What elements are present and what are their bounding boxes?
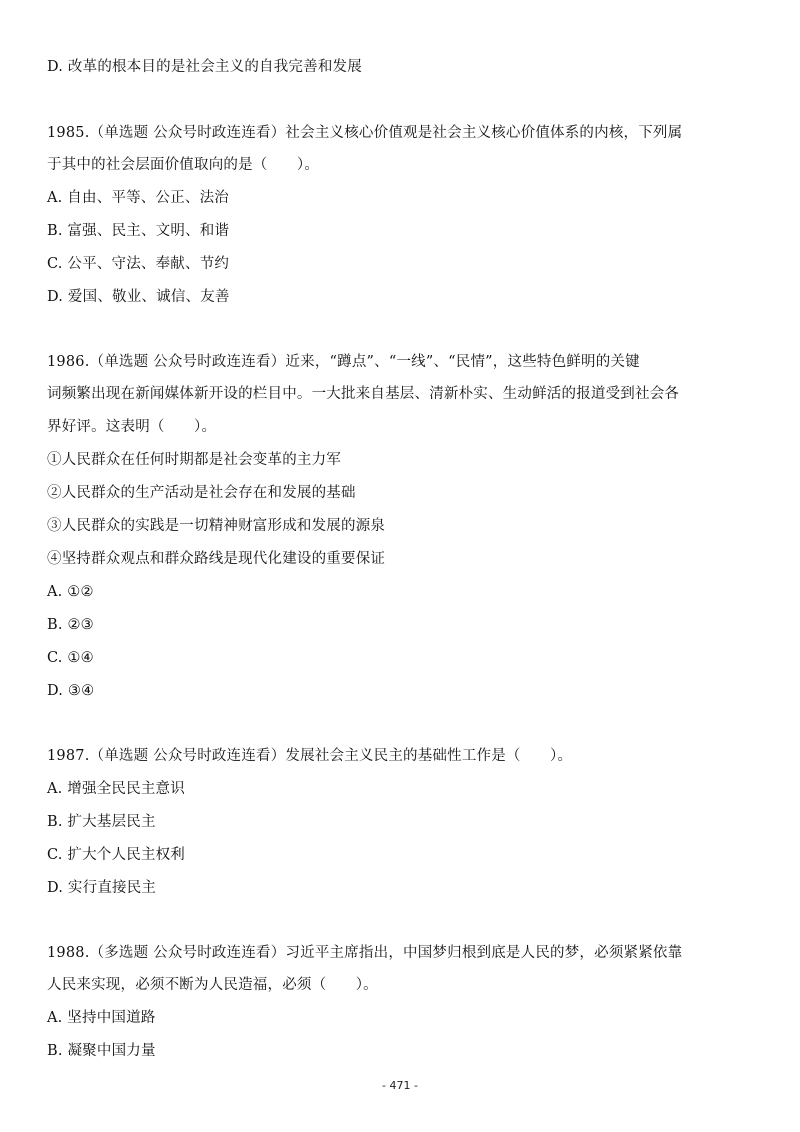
q1985-stem-line-2: 于其中的社会层面价值取向的是（ ）。: [47, 157, 320, 173]
q1986-option-b: B. ②③: [47, 617, 94, 633]
q1985-stem-line-1: 1985.（单选题 公众号时政连连看）社会主义核心价值观是社会主义核心价值体系的内核，下列属: [47, 125, 683, 141]
q1988-option-a: A. 坚持中国道路: [47, 1010, 156, 1026]
q1988-stem-line-1: 1988.（多选题 公众号时政连连看）习近平主席指出，中国梦归根到底是人民的梦，必须紧紧依靠: [47, 945, 683, 961]
q1988-stem-line-2: 人民来实现，必须不断为人民造福，必须（ ）。: [47, 977, 378, 993]
prev-question-option-d: D. 改革的根本目的是社会主义的自我完善和发展: [47, 59, 362, 75]
q1986-statement-2: ②人民群众的生产活动是社会存在和发展的基础: [47, 485, 356, 501]
q1986-stem-line-1: 1986.（单选题 公众号时政连连看）近来，“蹲点”、“一线”、“民情”，这些特色鲜明的关键: [47, 354, 640, 370]
q1987-option-b: B. 扩大基层民主: [47, 814, 156, 830]
q1987-stem-line-1: 1987.（单选题 公众号时政连连看）发展社会主义民主的基础性工作是（ ）。: [47, 748, 573, 764]
q1985-option-c: C. 公平、守法、奉献、节约: [47, 256, 230, 272]
q1986-option-c: C. ①④: [47, 650, 94, 666]
q1985-option-a: A. 自由、平等、公正、法治: [47, 190, 229, 206]
q1987-option-d: D. 实行直接民主: [47, 880, 157, 896]
q1986-option-a: A. ①②: [47, 584, 94, 600]
q1986-statement-1: ①人民群众在任何时期都是社会变革的主力军: [47, 452, 341, 468]
q1987-option-a: A. 增强全民民主意识: [47, 781, 185, 797]
q1986-option-d: D. ③④: [47, 683, 95, 699]
page-number: - 471 -: [382, 1079, 418, 1092]
q1986-statement-4: ④坚持群众观点和群众路线是现代化建设的重要保证: [47, 551, 386, 567]
q1986-statement-3: ③人民群众的实践是一切精神财富形成和发展的源泉: [47, 518, 386, 534]
q1987-option-c: C. 扩大个人民主权利: [47, 847, 185, 863]
q1988-option-b: B. 凝聚中国力量: [47, 1043, 156, 1059]
q1986-stem-line-2: 词频繁出现在新闻媒体新开设的栏目中。一大批来自基层、清新朴实、生动鲜活的报道受到社会各: [47, 386, 680, 402]
q1986-stem-line-3: 界好评。这表明（ ）。: [47, 419, 217, 435]
q1985-option-d: D. 爱国、敬业、诚信、友善: [47, 289, 230, 305]
q1985-option-b: B. 富强、民主、文明、和谐: [47, 223, 230, 239]
